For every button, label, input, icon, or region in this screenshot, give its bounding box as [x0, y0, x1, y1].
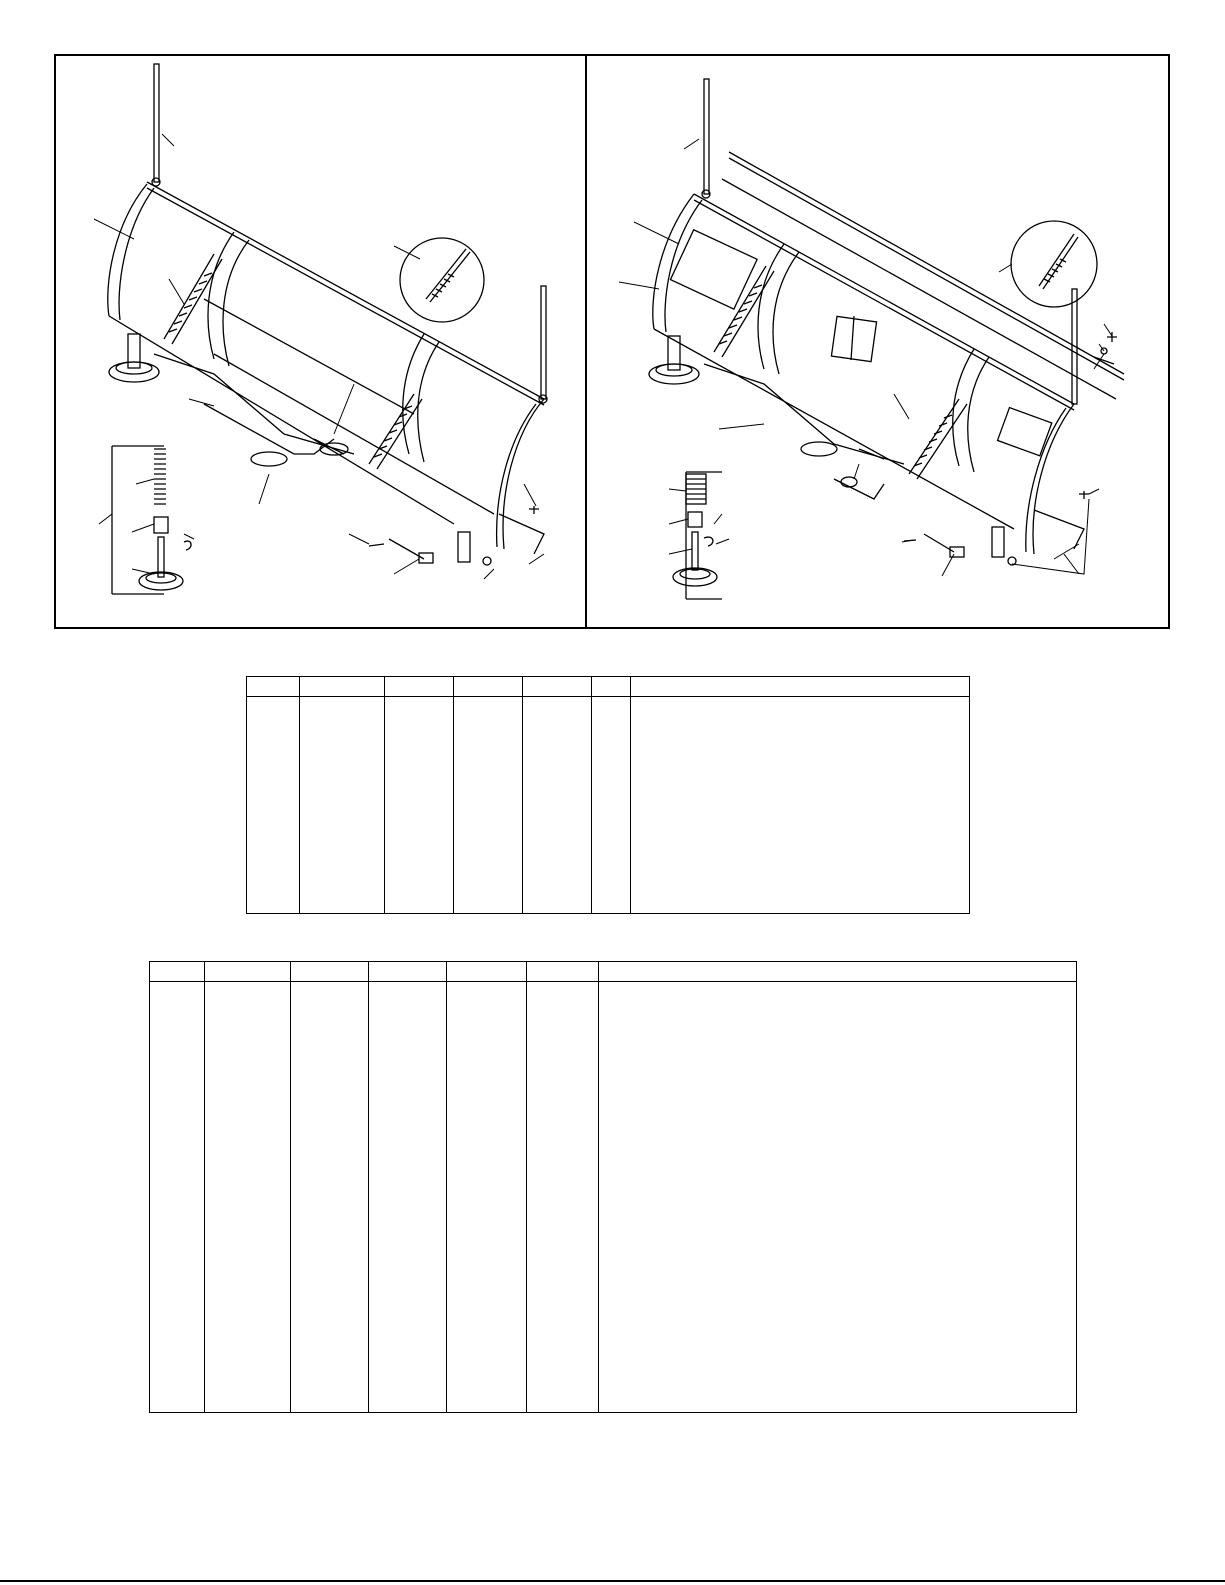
page-bottom-rule [0, 1580, 1225, 1582]
table-1-body-cell [592, 697, 631, 914]
table-1-header-cell [631, 677, 970, 697]
table-2-body-cell [527, 982, 599, 1413]
table-2-body-cell [447, 982, 527, 1413]
table-2-header-cell [150, 962, 205, 982]
table-2-body-cell [150, 982, 205, 1413]
table-2-header-cell [599, 962, 1077, 982]
table-2-header-cell [369, 962, 447, 982]
table-1-header-cell [300, 677, 385, 697]
table-1-body-cell [385, 697, 454, 914]
table-1-header-cell [523, 677, 592, 697]
left-plow-assembly-drawing [108, 64, 547, 594]
table-2-header-cell [291, 962, 369, 982]
table-1-body-cell [523, 697, 592, 914]
table-2-header-cell [447, 962, 527, 982]
parts-table-2 [149, 961, 1077, 1413]
table-1-body-cell [454, 697, 523, 914]
table-2-body-cell [291, 982, 369, 1413]
table-2-header-cell [205, 962, 291, 982]
table-1-body-cell [247, 697, 300, 914]
table-1-body-cell [631, 697, 970, 914]
table-2-header-cell [527, 962, 599, 982]
right-leader-lines [619, 139, 1112, 576]
table-1-body-cell [300, 697, 385, 914]
table-1-header-cell [454, 677, 523, 697]
parts-table-1 [246, 676, 970, 914]
diagram-frame [54, 54, 1170, 629]
table-2-body-cell [205, 982, 291, 1413]
table-1-header-cell [592, 677, 631, 697]
right-plow-assembly-drawing [649, 79, 1124, 599]
table-2-body-cell [599, 982, 1077, 1413]
table-2-body-cell [369, 982, 447, 1413]
table-1-header-cell [385, 677, 454, 697]
table-1-header-cell [247, 677, 300, 697]
